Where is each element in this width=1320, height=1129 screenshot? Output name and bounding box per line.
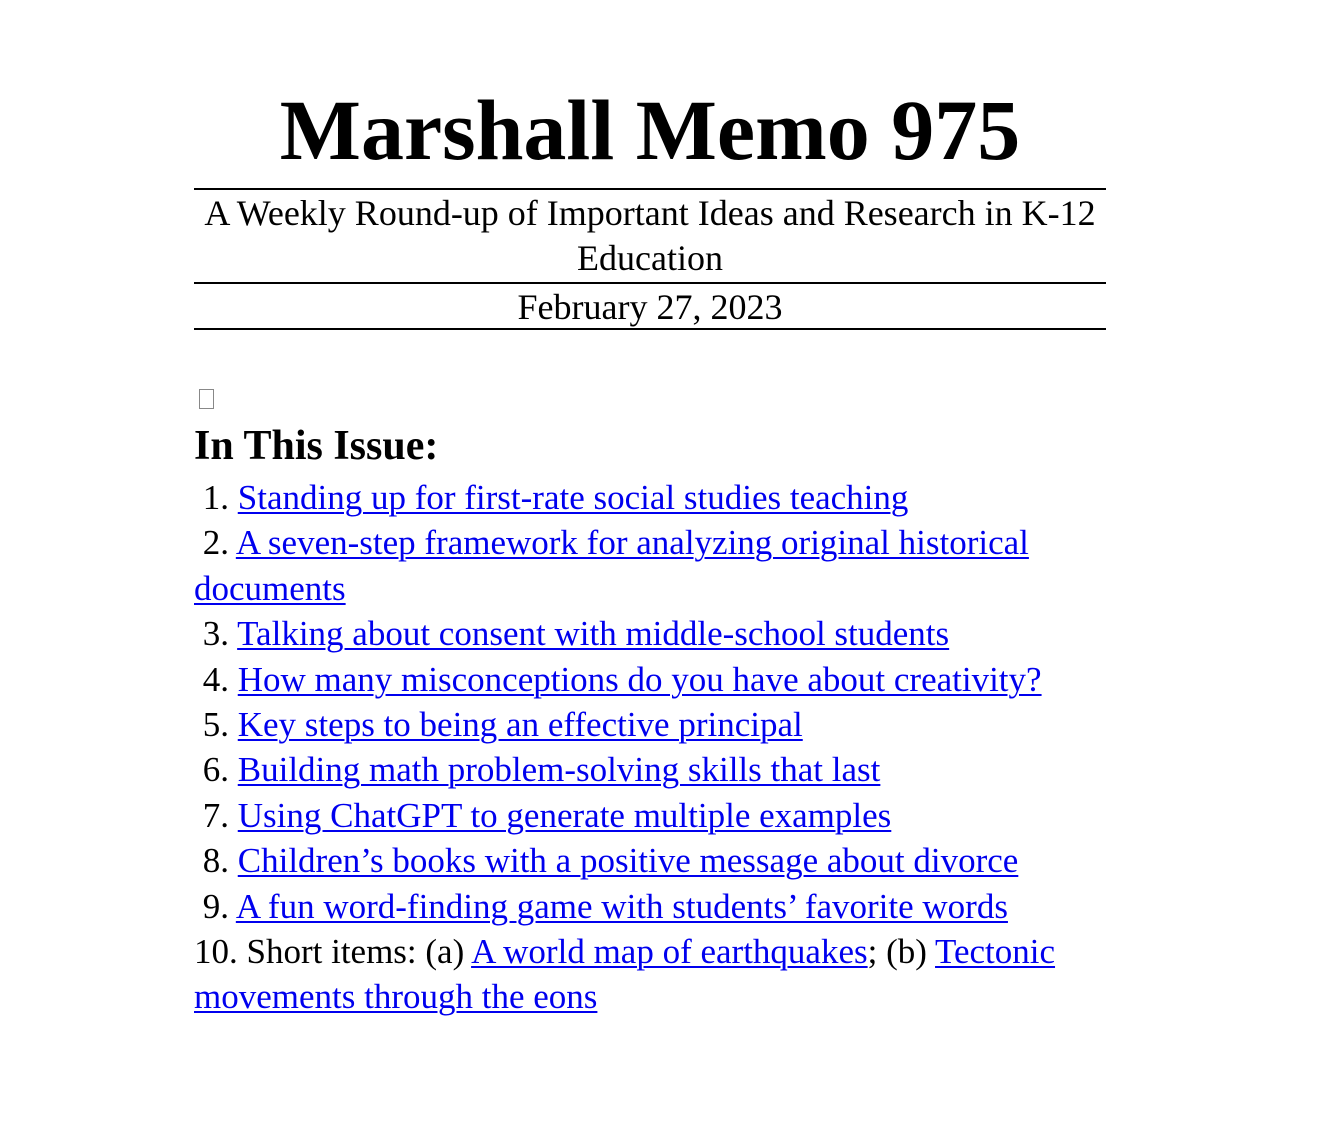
- toc-link-childrens-books[interactable]: Children’s books with a positive message about divorce: [237, 841, 1019, 881]
- toc-item: [194, 611, 1106, 656]
- toc-item: [194, 657, 1106, 702]
- toc-item: [194, 475, 1106, 520]
- memo-subtitle: A Weekly Round-up of Important Ideas and Research in K-12 Education: [204, 193, 1096, 278]
- toc-item: [194, 520, 1106, 611]
- toc-item: [194, 702, 1106, 747]
- toc-item-number: 10.: [194, 932, 247, 972]
- short-items-separator: ; (b): [867, 932, 936, 972]
- toc-item-number: 7.: [194, 795, 238, 835]
- toc-item-number: 4.: [194, 659, 238, 699]
- date-divider: [194, 328, 1106, 330]
- toc-item-number: 1.: [194, 478, 238, 517]
- toc-item-number: 5.: [194, 705, 238, 745]
- toc-item-number: 3.: [194, 614, 238, 654]
- toc-item: [194, 884, 1106, 929]
- toc-link-tectonic-movements[interactable]: Tectonic movements through the eons: [194, 932, 1056, 1017]
- toc-link-word-finding-game[interactable]: A fun word-finding game with students’ favorite words: [235, 886, 1008, 926]
- toc-link-chatgpt[interactable]: Using ChatGPT to generate multiple examples: [237, 795, 892, 835]
- memo-page: [194, 0, 1106, 1017]
- toc-item-number: 6.: [194, 750, 238, 790]
- toc-link-creativity[interactable]: How many misconceptions do you have about creativity?: [237, 659, 1042, 699]
- toc-item-number: 2.: [194, 523, 236, 563]
- short-items-prefix: Short items: (a): [246, 932, 472, 972]
- toc-item-number: 9.: [194, 886, 236, 926]
- toc-link-earthquake-map[interactable]: A world map of earthquakes: [471, 932, 868, 972]
- toc-item: [194, 793, 1106, 838]
- toc-item: [194, 838, 1106, 883]
- toc-link-math-problem-solving[interactable]: Building math problem-solving skills that last: [237, 750, 881, 790]
- toc-link-social-studies[interactable]: Standing up for first-rate social studies teaching: [237, 478, 909, 517]
- toc-link-consent[interactable]: Talking about consent with middle-school students: [237, 614, 950, 654]
- toc-link-historical-documents[interactable]: A seven-step framework for analyzing original historical documents: [194, 523, 1029, 608]
- issue-date: February 27, 2023: [517, 287, 783, 327]
- placeholder-checkbox-icon: [199, 389, 214, 409]
- toc-item-number: 8.: [194, 841, 238, 881]
- in-this-issue-heading: In This Issue:: [194, 423, 439, 469]
- table-of-contents: [194, 475, 1106, 1020]
- memo-title: Marshall Memo 975: [279, 82, 1021, 178]
- toc-link-effective-principal[interactable]: Key steps to being an effective principal: [237, 705, 803, 745]
- toc-item: [194, 929, 1106, 1020]
- toc-item: [194, 747, 1106, 792]
